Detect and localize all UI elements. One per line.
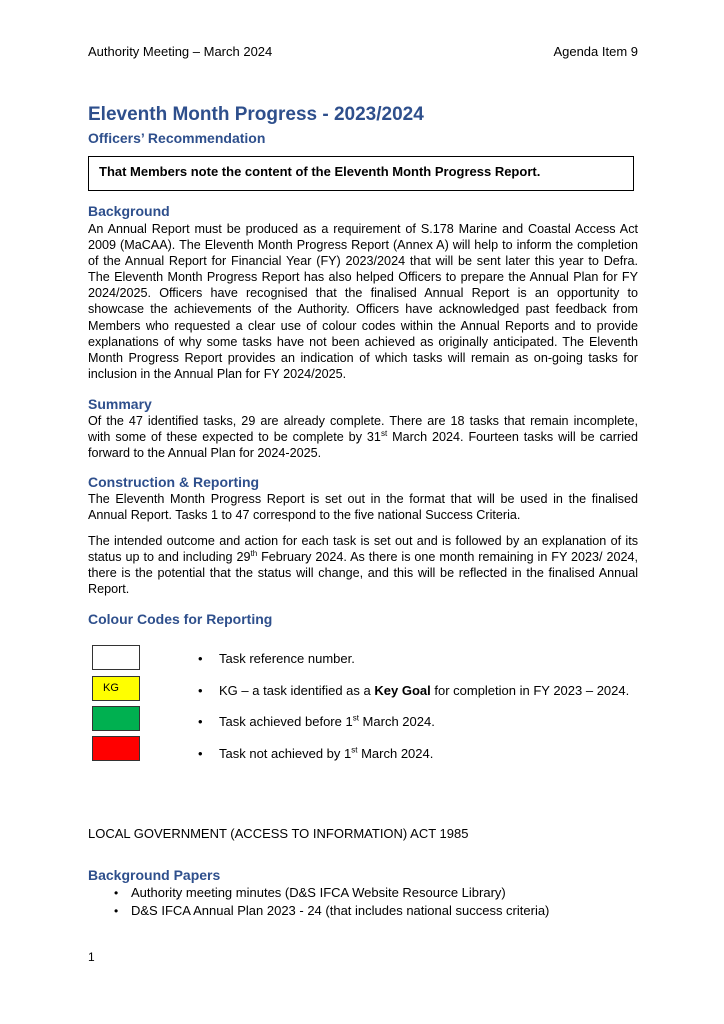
swatch-yellow	[92, 676, 140, 701]
recommendation-box	[88, 156, 634, 191]
bullet-icon: •	[114, 886, 119, 900]
bullet-icon: •	[198, 683, 203, 698]
colour-codes-heading: Colour Codes for Reporting	[88, 611, 273, 627]
header-meeting-title: Authority Meeting – March 2024	[88, 44, 273, 59]
swatch-kg-label: KG	[103, 682, 119, 694]
local-government-act: LOCAL GOVERNMENT (ACCESS TO INFORMATION) ACT 1985	[88, 826, 469, 841]
construction-heading: Construction & Reporting	[88, 474, 260, 490]
swatch-white	[92, 645, 140, 670]
legend-achieved-sup: st	[352, 713, 359, 723]
legend-kg-end: for completion in FY 2023 – 2024.	[430, 683, 630, 698]
background-paragraph: An Annual Report must be produced as a requirement of S.178 Marine and Coastal Access Act 2009 (MaCAA). The Eleventh Month Progress Report (Annex A) will help to inform the completion of the Annual Report for Financial Year (FY) 2023/2024 that will be sent later this year to Defra. The Eleventh Month Progress Report has also helped Officers to prepare the Annual Plan for FY 2024/2025. Officers have recognised that the finalised Annual Report is an opportunity to showcase the achievements of the Authority. Officers have acknowledged past feedback from Members who requested a clear use of colour codes within the Annual Reports and to provide explanations of why some tasks have not been achieved as originally anticipated. The Eleventh Month Progress Report provides an indication of which tasks will remain as on-going tasks for inclusion in the Annual Plan for FY 2024/2025.	[88, 222, 638, 381]
bullet-icon: •	[198, 714, 203, 729]
legend-achieved-end: March 2024.	[358, 714, 435, 729]
summary-paragraph	[88, 413, 638, 461]
summary-heading: Summary	[88, 396, 152, 412]
bullet-icon: •	[198, 651, 203, 666]
recommendation-text: That Members note the content of the Eleventh Month Progress Report.	[99, 164, 541, 179]
recommendation-heading: Officers’ Recommendation	[88, 130, 266, 146]
page-number: 1	[88, 950, 95, 964]
legend-ref-text: Task reference number.	[219, 651, 355, 666]
page-title: Eleventh Month Progress - 2023/2024	[88, 104, 424, 125]
construction-paragraph-2	[88, 533, 638, 597]
background-papers-heading: Background Papers	[88, 867, 221, 883]
legend-not-sup: st	[351, 745, 358, 755]
legend-kg-text	[219, 683, 629, 698]
construction-paragraph-1: The Eleventh Month Progress Report is set out in the format that will be used in the finalised Annual Report. Tasks 1 to 47 correspond to the five national Success Criteria.	[88, 492, 638, 523]
swatch-red	[92, 736, 140, 761]
summary-text-end: March 2024. Fourteen tasks will be carried forward to the Annual Plan for 2024-2025.	[88, 430, 638, 461]
summary-sup: st	[380, 428, 388, 438]
legend-not-achieved-text	[219, 746, 433, 761]
legend-kg-bold: Key Goal	[374, 683, 431, 698]
bullet-icon: •	[198, 746, 203, 761]
legend-not-start: Task not achieved by 1	[219, 746, 352, 761]
legend-achieved-start: Task achieved before 1	[219, 714, 353, 729]
legend-kg-start: KG – a task identified as a	[219, 683, 375, 698]
swatch-green	[92, 706, 140, 731]
background-paper-item: D&S IFCA Annual Plan 2023 - 24 (that includes national success criteria)	[131, 903, 550, 918]
background-heading: Background	[88, 203, 170, 219]
construction-text-end: February 2024. As there is one month remaining in FY 2023/ 2024, there is the potential that the status will change, and this will be reflected in the finalised Annual Report.	[88, 550, 638, 597]
construction-text-start: The intended outcome and action for each task is set out and is followed by an explanation of its status up to and including 29	[88, 534, 638, 565]
background-paper-item: Authority meeting minutes (D&S IFCA Website Resource Library)	[131, 885, 506, 900]
construction-sup: th	[250, 548, 258, 558]
summary-text-start: Of the 47 identified tasks, 29 are already complete. There are 18 tasks that remain incomplete, with some of these expected to be complete by 31	[88, 414, 638, 445]
legend-not-end: March 2024.	[357, 746, 434, 761]
header-agenda-item: Agenda Item 9	[553, 44, 638, 59]
bullet-icon: •	[114, 904, 119, 918]
legend-achieved-text	[219, 714, 435, 729]
